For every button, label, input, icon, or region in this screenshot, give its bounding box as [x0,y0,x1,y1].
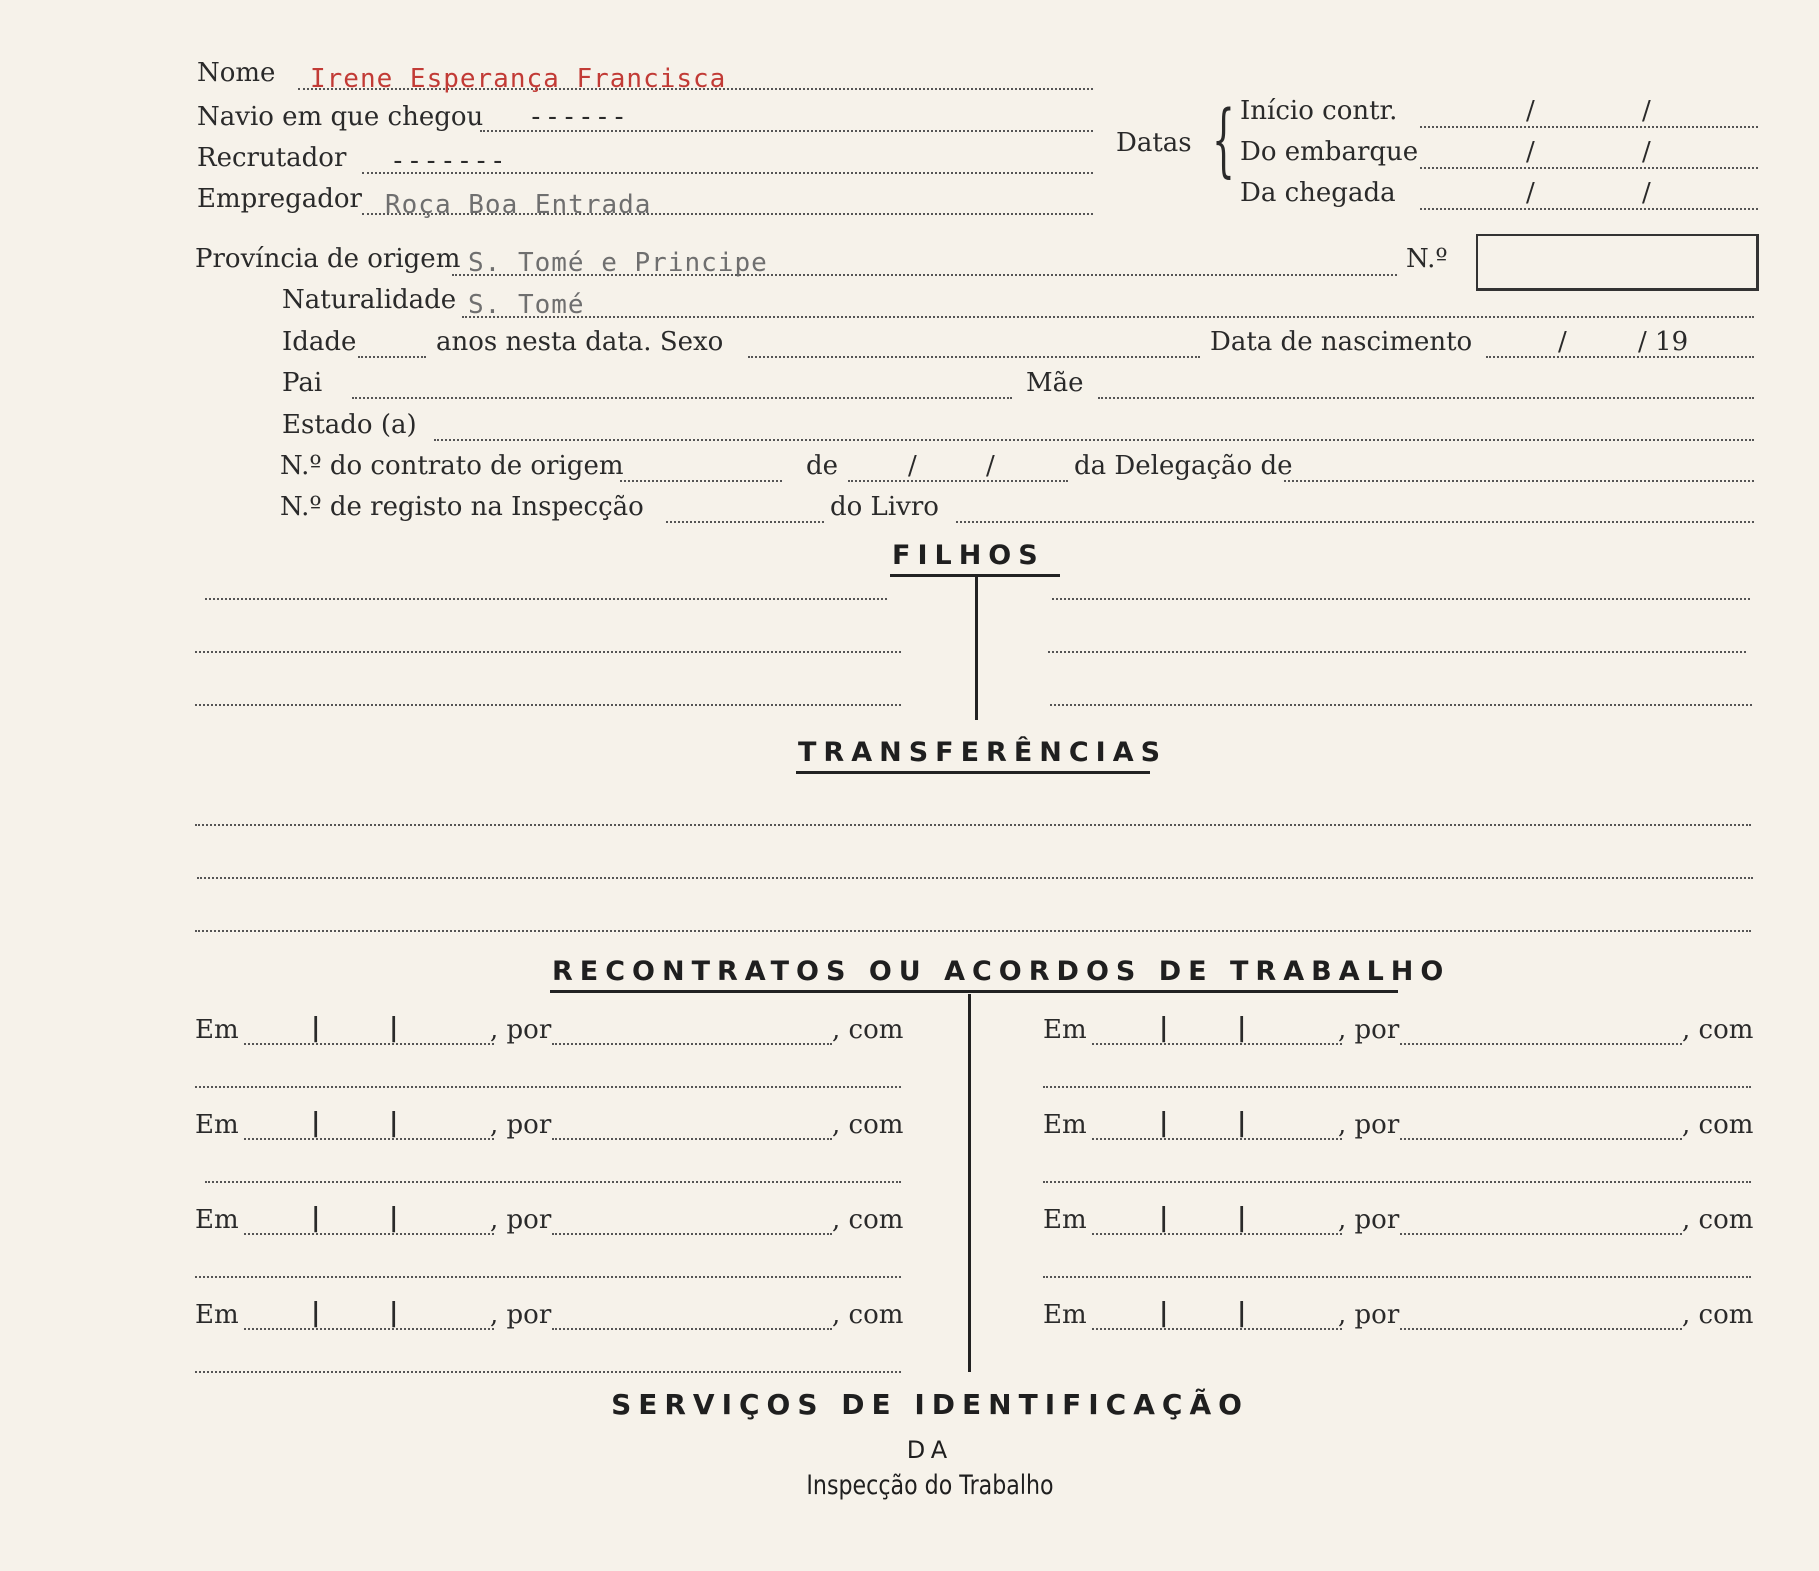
livro-line [956,521,1754,523]
date-bar: | [389,1298,399,1328]
numero-label: N.º [1406,244,1448,274]
footer-line1: SERVIÇOS DE IDENTIFICAÇÃO [611,1388,1249,1421]
por-line [1400,1233,1682,1235]
date-bar: | [1159,1108,1169,1138]
por-label: , por [490,1300,552,1330]
sexo-line [748,356,1200,358]
recontrato-line [195,1086,901,1088]
com-label: , com [832,1110,904,1140]
por-label: , por [1338,1110,1400,1140]
delegacao-line [1284,480,1754,482]
filhos-line [195,651,901,653]
mae-line [1098,397,1754,399]
date-bar: | [389,1013,399,1043]
date-bar: | [1237,1108,1247,1138]
anos-label: anos nesta data. Sexo [436,327,724,357]
date-slash: / [1526,137,1535,167]
nascimento-label: Data de nascimento [1210,327,1473,357]
nome-label: Nome [197,58,276,88]
com-label: , com [1682,1205,1754,1235]
em-date-line [244,1138,494,1140]
em-label: Em [1043,1110,1087,1140]
contrato-slash: / [908,451,917,481]
empregador-value: Roça Boa Entrada [385,190,652,220]
transferencia-line [197,877,1753,879]
nascimento-line [1486,356,1754,358]
por-label: , por [1338,1205,1400,1235]
recontrato-line [1043,1276,1751,1278]
contrato-label: N.º do contrato de origem [280,451,624,481]
recontratos-underline [550,990,1398,993]
recontratos-heading: RECONTRATOS OU ACORDOS DE TRABALHO [552,956,1451,987]
contrato-line [620,480,782,482]
por-label: , por [490,1110,552,1140]
date-bar: | [1237,1013,1247,1043]
empregador-label: Empregador [197,184,362,214]
com-label: , com [832,1015,904,1045]
datas-brace: { [1212,93,1235,186]
navio-label: Navio em que chegou [197,102,484,132]
em-label: Em [195,1015,239,1045]
em-date-line [1092,1138,1342,1140]
em-date-line [244,1043,494,1045]
pai-label: Pai [282,368,323,398]
filhos-line [195,704,901,706]
nome-value: Irene Esperança Francisca [310,64,727,94]
embarque-line [1420,167,1758,169]
chegada-label: Da chegada [1240,178,1396,208]
provincia-value: S. Tomé e Principe [468,248,768,278]
date-bar: | [311,1013,321,1043]
idade-line [358,356,426,358]
footer-line2: DA [906,1436,954,1464]
de-label: de [806,451,839,481]
date-bar: | [311,1203,321,1233]
recontrato-line [195,1371,901,1373]
por-label: , por [1338,1015,1400,1045]
livro-label: do Livro [830,492,939,522]
provincia-label: Província de origem [195,244,461,274]
por-line [1400,1043,1682,1045]
year-prefix: / 19 [1638,327,1689,357]
chegada-line [1420,208,1758,210]
inicio-line [1420,126,1758,128]
date-bar: | [1159,1298,1169,1328]
com-label: , com [1682,1015,1754,1045]
por-line [1400,1328,1682,1330]
em-date-line [1092,1328,1342,1330]
com-label: , com [832,1300,904,1330]
navio-value: ------ [528,102,628,132]
registo-label: N.º de registo na Inspecção [280,492,644,522]
em-date-line [1092,1233,1342,1235]
por-line [552,1328,832,1330]
filhos-line [1048,651,1746,653]
numero-box [1476,234,1759,291]
com-label: , com [1682,1110,1754,1140]
transferencia-line [195,824,1751,826]
filhos-line [1050,704,1752,706]
filhos-divider [975,576,978,720]
registo-line [666,521,824,523]
date-slash: / [1642,137,1651,167]
delegacao-label: da Delegação de [1074,451,1293,481]
em-label: Em [1043,1205,1087,1235]
date-bar: | [311,1298,321,1328]
estado-line [434,439,1754,441]
nascimento-slash: / [1558,327,1567,357]
em-label: Em [195,1205,239,1235]
date-slash: / [1642,96,1651,126]
embarque-label: Do embarque [1240,137,1419,167]
date-slash: / [1526,178,1535,208]
transferencias-heading: TRANSFERÊNCIAS [798,737,1168,768]
idade-label: Idade [282,327,357,357]
em-date-line [1092,1043,1342,1045]
recrutador-value: ------- [390,146,507,176]
por-label: , por [1338,1300,1400,1330]
recrutador-label: Recrutador [197,143,347,173]
transferencias-underline [796,771,1150,774]
em-label: Em [195,1110,239,1140]
recontrato-line [1043,1181,1751,1183]
footer-line3: Inspecção do Trabalho [806,1470,1054,1501]
por-label: , por [490,1015,552,1045]
date-bar: | [389,1203,399,1233]
datas-label: Datas [1116,128,1192,158]
filhos-line [205,598,887,600]
contrato-slash: / [986,451,995,481]
por-line [552,1043,832,1045]
recontrato-line [1043,1086,1751,1088]
por-line [1400,1138,1682,1140]
naturalidade-line [462,316,1754,318]
date-slash: / [1526,96,1535,126]
inicio-label: Início contr. [1240,96,1398,126]
em-date-line [244,1233,494,1235]
por-line [552,1138,832,1140]
filhos-line [1052,598,1750,600]
date-bar: | [311,1108,321,1138]
com-label: , com [1682,1300,1754,1330]
date-bar: | [1237,1203,1247,1233]
com-label: , com [832,1205,904,1235]
naturalidade-value: S. Tomé [468,290,585,320]
naturalidade-label: Naturalidade [282,285,457,315]
recontrato-line [205,1181,901,1183]
date-bar: | [1237,1298,1247,1328]
mae-label: Mãe [1026,368,1084,398]
em-label: Em [1043,1015,1087,1045]
transferencia-line [195,930,1751,932]
por-line [552,1233,832,1235]
date-bar: | [1159,1203,1169,1233]
filhos-heading: FILHOS [892,540,1045,571]
por-label: , por [490,1205,552,1235]
date-bar: | [389,1108,399,1138]
recontratos-divider [968,994,971,1372]
date-bar: | [1159,1013,1169,1043]
date-slash: / [1642,178,1651,208]
contrato-date-line [848,480,1068,482]
recontrato-line [195,1276,901,1278]
estado-label: Estado (a) [282,410,417,440]
pai-line [352,397,1012,399]
em-date-line [244,1328,494,1330]
em-label: Em [1043,1300,1087,1330]
em-label: Em [195,1300,239,1330]
